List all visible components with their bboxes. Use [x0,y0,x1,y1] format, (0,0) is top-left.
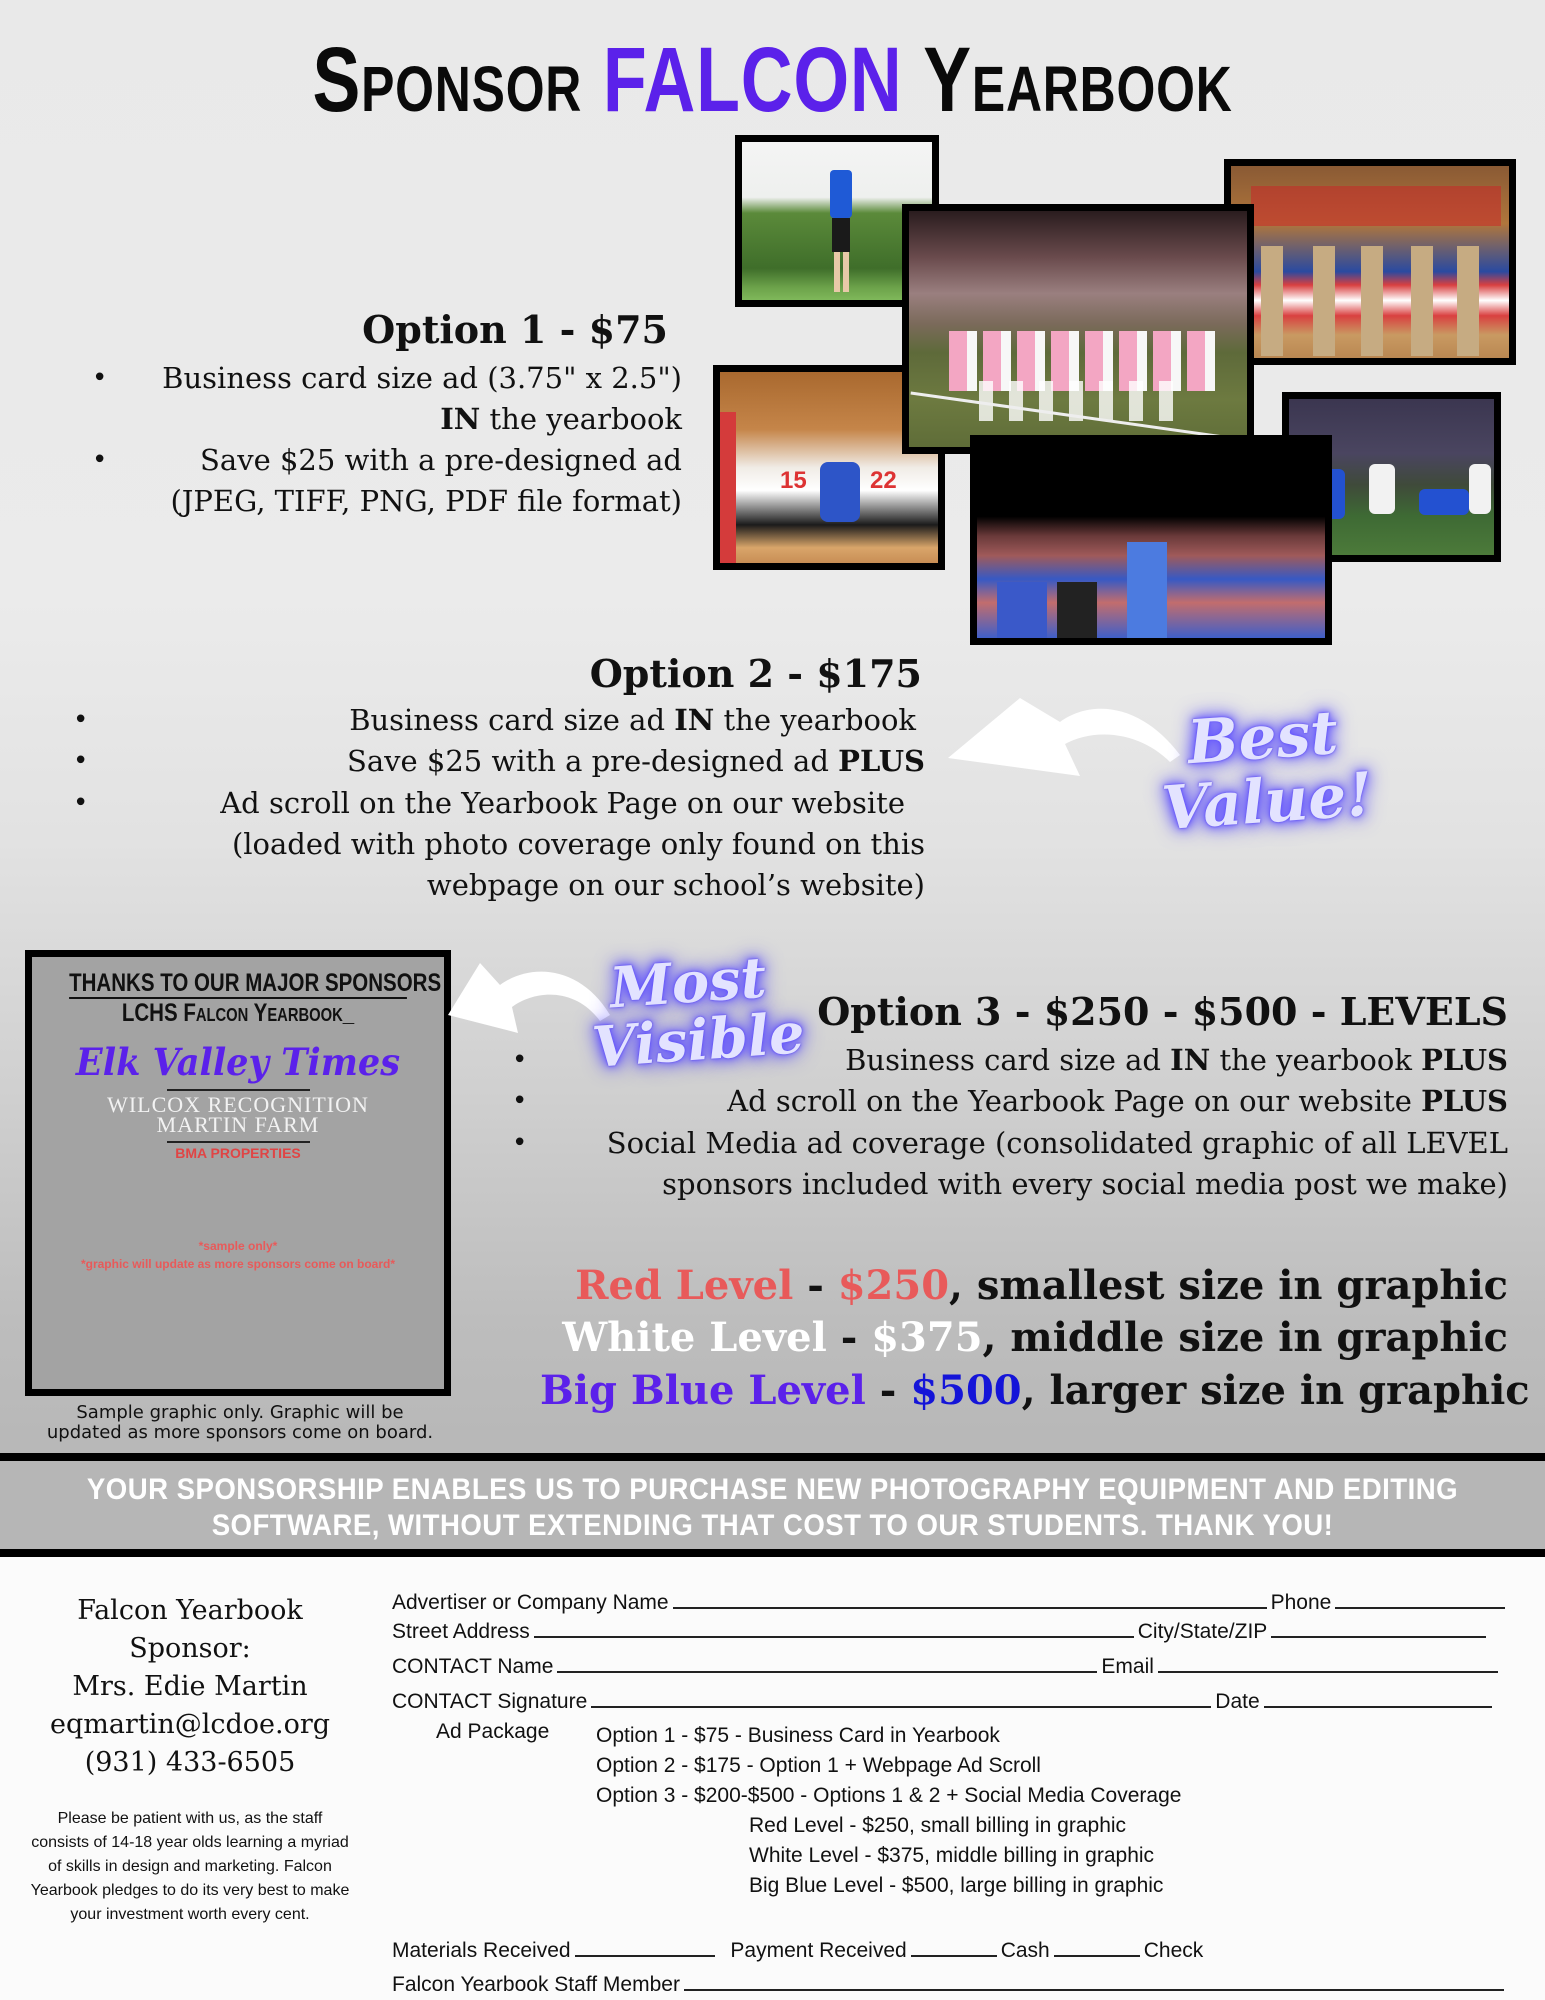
sponsor-graphic-caption: Sample graphic only. Graphic will be updated as more sponsors come on board. [46,1402,434,1443]
bullet-icon: • [73,746,89,776]
package-level-white[interactable]: White Level - $375, middle billing in graphic [749,1844,1155,1867]
level-red: Red Level - $250, smallest size in graphic [575,1262,1508,1309]
sponsor-contact: Falcon Yearbook Sponsor: Mrs. Edie Martin eqmartin@lcdoe.org (931) 433-6505 [20,1592,360,1782]
volleyball-photo: 15 22 [713,365,945,570]
color-guard-photo [1224,159,1516,365]
city-state-zip-field[interactable] [1271,1618,1486,1638]
option3-bullet3-line1: Social Media ad coverage (consolidated graphic of all LEVEL [606,1126,1508,1160]
sample-only-note: *sample only* [198,1239,278,1253]
sponsor-martin-farm: MARTIN FARM [156,1112,320,1137]
package-level-red[interactable]: Red Level - $250, small billing in graphic [749,1814,1127,1837]
student-section-photo [970,435,1332,645]
title-sponsor: Sponsor [312,29,583,131]
form-row-staff: Falcon Yearbook Staff Member [392,1971,1508,1998]
form-row-company: Advertiser or Company Name Phone [392,1589,1509,1616]
company-name-field[interactable] [673,1589,1267,1609]
option1-bullet2-line2: (JPEG, TIFF, PNG, PDF file format) [170,484,682,518]
form-row-signature: CONTACT Signature Date [392,1688,1496,1715]
form-row-payment: Materials Received Payment Received Cash Check [392,1939,1204,1962]
divider [167,1089,310,1091]
package-option2[interactable]: Option 2 - $175 - Option 1 + Webpage Ad Scroll [596,1754,1041,1777]
contact-email[interactable]: eqmartin@lcdoe.org [49,1709,331,1740]
bullet-icon: • [73,788,89,818]
option1-in-bold: IN [440,402,481,436]
option2-bullet3-line1: Ad scroll on the Yearbook Page on our website [220,786,905,820]
sponsor-wilcox: WILCOX RECOGNITION [107,1092,369,1117]
option3-bullet1: Business card size ad IN the yearbook PLUS [845,1043,1508,1077]
payment-received-field[interactable] [911,1937,997,1957]
page-title [170,30,1375,130]
banner-line1: YOUR SPONSORSHIP ENABLES US TO PURCHASE NEW PHOTOGRAPHY EQUIPMENT AND EDITING [86,1473,1459,1506]
sponsor-elk-valley-times: Elk Valley Times [75,1040,401,1084]
cash-field[interactable] [1054,1937,1140,1957]
sponsor-bma: BMA PROPERTIES [175,1145,301,1161]
contact-name-field[interactable] [557,1653,1097,1673]
banner-line2: SOFTWARE, WITHOUT EXTENDING THAT COST TO OUR STUDENTS. THANK YOU! [211,1509,1334,1542]
thank-you-banner [0,1453,1545,1557]
cheerleaders-photo [902,204,1254,454]
most-visible-badge: Most Visible [589,944,807,1081]
option2-bullet3-line2: (loaded with photo coverage only found on this [231,827,925,861]
bullet-icon: • [92,363,108,393]
materials-received-field[interactable] [575,1937,715,1957]
option3-heading: Option 3 - $250 - $500 - LEVELS [817,989,1508,1034]
package-level-blue[interactable]: Big Blue Level - $500, large billing in graphic [749,1874,1164,1897]
option2-heading: Option 2 - $175 [589,651,922,696]
package-option1[interactable]: Option 1 - $75 - Business Card in Yearbook [596,1724,1000,1747]
contact-phone: (931) 433-6505 [84,1747,296,1778]
email-field[interactable] [1158,1653,1498,1673]
sponsor-sample-graphic [25,950,451,1396]
title-falcon: FALCON [602,29,903,131]
signature-field[interactable] [591,1688,1211,1708]
title-yearbook: Yearbook [923,29,1233,131]
option2-bullet1: Business card size ad IN the yearbook [349,703,916,737]
option2-bullet2: Save $25 with a pre-designed ad PLUS [346,744,925,778]
staff-member-field[interactable] [684,1971,1504,1991]
divider [167,1141,310,1143]
package-option3[interactable]: Option 3 - $200-$500 - Options 1 & 2 + Social Media Coverage [596,1784,1182,1807]
date-field[interactable] [1264,1688,1492,1708]
staff-note: Please be patient with us, as the staff consists of 14-18 year olds learning a myriad of skills in design and marketing. Falcon Yearbook pledges to do its very best to make your investment worth every cent. [30,1810,350,1923]
phone-field[interactable] [1335,1589,1505,1609]
best-value-badge: Best Value! [1159,697,1375,845]
sponsor-subtitle: LCHS Falcon Yearbook_ [121,999,355,1027]
option1-bullet1-line1: Business card size ad (3.75" x 2.5") [162,361,682,395]
form-row-address: Street Address City/State/ZIP [392,1618,1490,1645]
option1-bullet1-line2: IN the yearbook [440,402,682,436]
level-big-blue: Big Blue Level - $500, larger size in graphic [540,1367,1530,1414]
ad-package-label: Ad Package [436,1720,550,1743]
form-row-contact: CONTACT Name Email [392,1653,1502,1680]
bullet-icon: • [512,1086,528,1116]
sponsor-thanks-heading: THANKS TO OUR MAJOR SPONSORS [69,969,442,997]
street-address-field[interactable] [534,1618,1134,1638]
option1-bullet2-line1: Save $25 with a pre-designed ad [200,443,682,477]
option1-heading: Option 1 - $75 [362,307,668,352]
bullet-icon: • [73,705,89,735]
bullet-icon: • [512,1128,528,1158]
option3-bullet3-line2: sponsors included with every social media post we make) [662,1167,1508,1201]
graphic-update-note: *graphic will update as more sponsors come on board* [80,1257,396,1271]
option2-bullet3-line3: webpage on our school’s website) [426,868,925,902]
level-white: White Level - $375, middle size in graphic [562,1314,1508,1361]
bullet-icon: • [92,445,108,475]
order-form [0,1557,1545,2000]
option3-bullet2: Ad scroll on the Yearbook Page on our website PLUS [727,1084,1508,1118]
bullet-icon: • [512,1045,528,1075]
